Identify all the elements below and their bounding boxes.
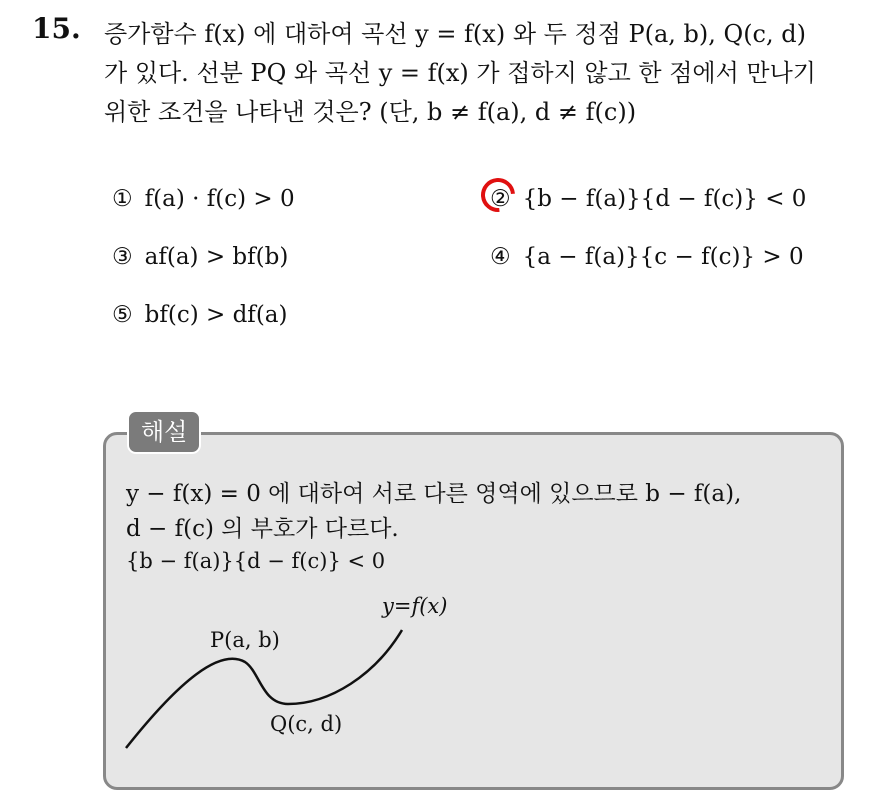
solution-tag: 해설	[127, 410, 201, 454]
option-5-text: bf(c) > df(a)	[144, 302, 288, 328]
option-2-text: {b − f(a)}{d − f(c)} < 0	[522, 186, 807, 212]
solution-line-3: {b − f(a)}{d − f(c)} < 0	[126, 549, 386, 573]
option-1-number: ①	[112, 186, 133, 212]
option-5[interactable]	[112, 302, 287, 328]
option-2[interactable]	[490, 186, 806, 212]
solution-line-2: d − f(c) 의 부호가 다르다.	[126, 516, 399, 542]
question-line-3: 위한 조건을 나타낸 것은? (단, b ≠ f(a), d ≠ f(c))	[104, 98, 637, 126]
option-2-number: ②	[490, 186, 511, 212]
option-1-text: f(a) · f(c) > 0	[144, 186, 295, 212]
option-3[interactable]	[112, 244, 288, 270]
question-line-2: 가 있다. 선분 PQ 와 곡선 y = f(x) 가 접하지 않고 한 점에서 만나기	[104, 59, 816, 87]
solution-figure	[110, 590, 550, 770]
option-3-number: ③	[112, 244, 133, 270]
option-4[interactable]	[490, 244, 804, 270]
curve-label: y=f(x)	[382, 594, 448, 618]
point-p-label: P(a, b)	[210, 628, 280, 652]
point-q-label: Q(c, d)	[270, 712, 343, 736]
question-line-1: 증가함수 f(x) 에 대하여 곡선 y = f(x) 와 두 정점 P(a, b), Q(c, d)	[104, 20, 806, 48]
option-3-text: af(a) > bf(b)	[144, 244, 289, 270]
option-1[interactable]	[112, 186, 295, 212]
option-4-number: ④	[490, 244, 511, 270]
question-number: 15.	[32, 12, 81, 45]
solution-line-1: y − f(x) = 0 에 대하여 서로 다른 영역에 있으므로 b − f(a),	[126, 481, 742, 507]
option-4-text: {a − f(a)}{c − f(c)} > 0	[522, 244, 804, 270]
option-5-number: ⑤	[112, 302, 133, 328]
